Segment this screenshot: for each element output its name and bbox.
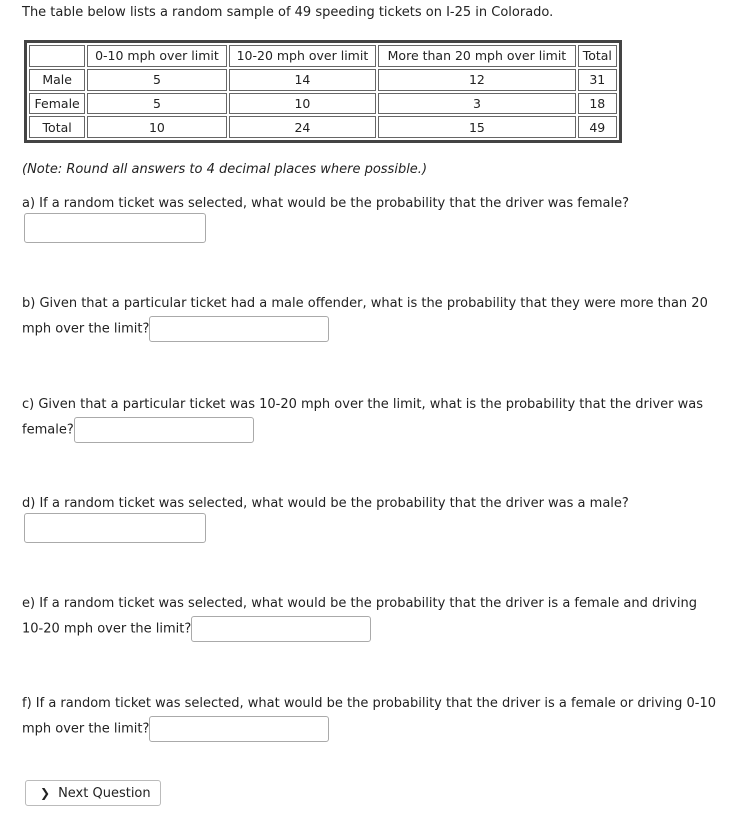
table-cell: 24 [229, 116, 377, 138]
table-cell: 12 [378, 69, 575, 91]
table-cell: 5 [87, 93, 226, 115]
answer-e-input[interactable] [191, 616, 371, 642]
table-cell: 18 [578, 93, 617, 115]
table-row [29, 116, 617, 138]
table-header-cell: 10-20 mph over limit [229, 45, 377, 67]
question-f-line2: mph over the limit? [22, 721, 150, 737]
question-b-line1: b) Given that a particular ticket had a male offender, what is the probability that they were more than 20 [22, 296, 708, 311]
answer-d-input[interactable] [24, 513, 206, 543]
table-cell: Female [29, 93, 85, 115]
answer-a-input[interactable] [24, 213, 206, 243]
table-cell: 15 [378, 116, 575, 138]
question-b-line2: mph over the limit? [22, 321, 150, 337]
question-f [22, 692, 722, 742]
table-header-cell: More than 20 mph over limit [378, 45, 575, 67]
table-header-cell: Total [578, 45, 617, 67]
answer-b-input[interactable] [149, 316, 329, 342]
question-e [22, 592, 722, 642]
answer-c-input[interactable] [74, 417, 254, 443]
table-row [29, 93, 617, 115]
table-header-row [29, 45, 617, 67]
table-cell: Total [29, 116, 85, 138]
question-c [22, 393, 722, 443]
question-b [22, 292, 722, 342]
speeding-table [24, 40, 622, 143]
question-d: d) If a random ticket was selected, what would be the probability that the driver was a male? [22, 496, 629, 511]
question-e-line2: 10-20 mph over the limit? [22, 621, 192, 637]
table-cell: 3 [378, 93, 575, 115]
question-c-line1: c) Given that a particular ticket was 10-20 mph over the limit, what is the probability that the driver was [22, 397, 704, 412]
rounding-note: (Note: Round all answers to 4 decimal places where possible.) [22, 162, 428, 177]
intro-text: The table below lists a random sample of 49 speeding tickets on I-25 in Colorado. [22, 5, 554, 20]
chevron-right-icon: ❯ [40, 786, 51, 800]
answer-f-input[interactable] [149, 716, 329, 742]
table-cell: 5 [87, 69, 226, 91]
question-a: a) If a random ticket was selected, what would be the probability that the driver was female? [22, 196, 629, 211]
table-header-cell [29, 45, 85, 67]
table-cell: 31 [578, 69, 617, 91]
table-row [29, 69, 617, 91]
table-cell: Male [29, 69, 85, 91]
next-question-label: Next Question [58, 785, 151, 801]
table-cell: 14 [229, 69, 377, 91]
question-f-line1: f) If a random ticket was selected, what would be the probability that the driver is a female or driving 0-10 [22, 696, 717, 711]
table-cell: 10 [229, 93, 377, 115]
table-cell: 10 [87, 116, 226, 138]
next-question-button[interactable] [25, 780, 161, 806]
table-header-cell: 0-10 mph over limit [87, 45, 226, 67]
question-c-line2: female? [22, 422, 74, 438]
table-cell: 49 [578, 116, 617, 138]
question-e-line1: e) If a random ticket was selected, what would be the probability that the driver is a female and driving [22, 596, 697, 611]
